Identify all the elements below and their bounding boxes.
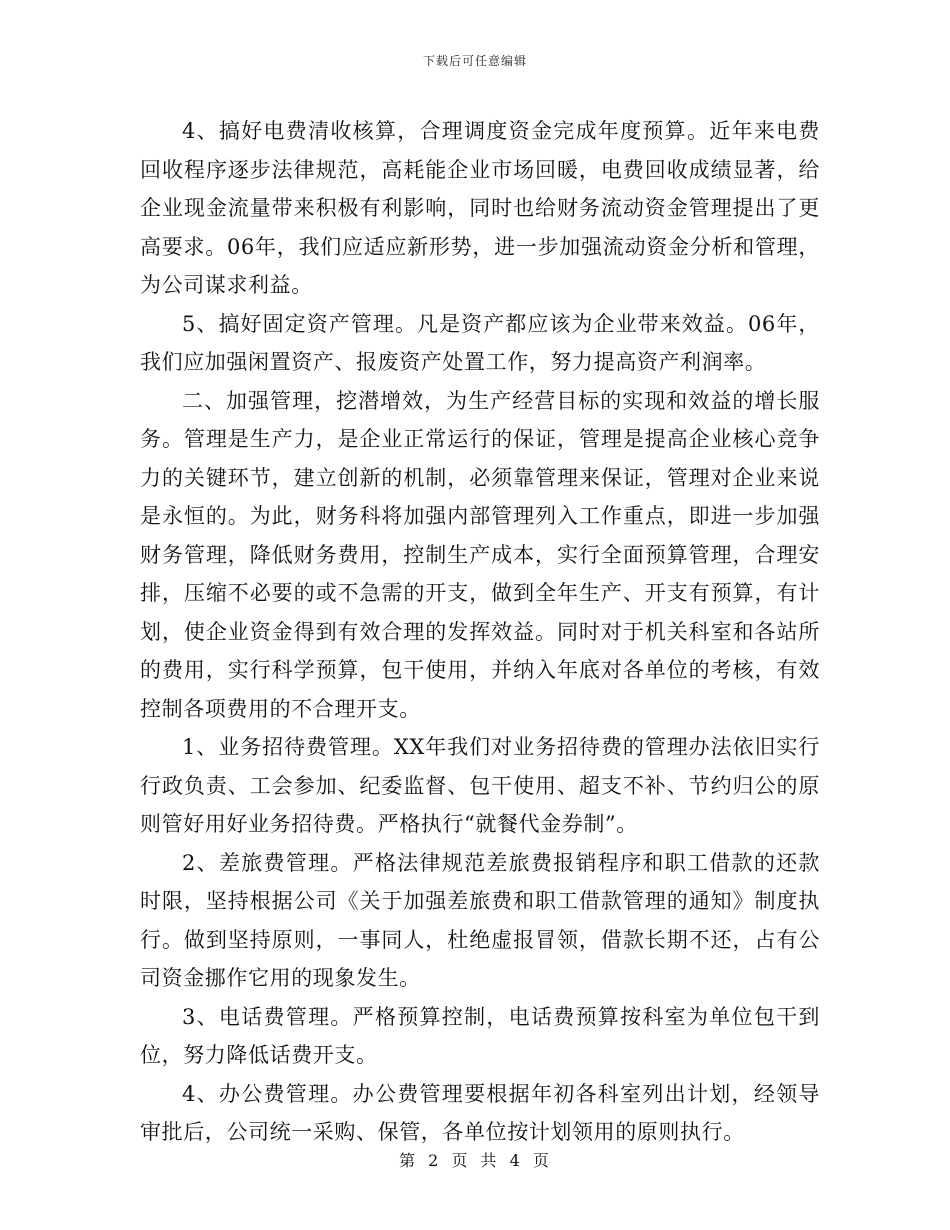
paragraph-hospitality-fee: 1、业务招待费管理。XX年我们对业务招待费的管理办法依旧实行行政负责、工会参加、纪委监督、包干使用、超支不补、节约归公的原则管好用好业务招待费。严格执行“就餐代金券制”。 <box>140 735 820 836</box>
paragraph-fixed-assets: 5、搞好固定资产管理。凡是资产都应该为企业带来效益。06年，我们应加强闲置资产、报废资产处置工作，努力提高资产利润率。 <box>140 311 820 374</box>
paragraph-travel-fee: 2、差旅费管理。严格法律规范差旅费报销程序和职工借款的还款时限，坚持根据公司《关于加强差旅费和职工借款管理的通知》制度执行。做到坚持原则，一事同人，杜绝虚报冒领，借款长期不还，占有公司资金挪作它用的现象发生。 <box>140 850 820 990</box>
page-number: 第 2 页 共 4 页 <box>399 1151 551 1170</box>
page-header: 下载后可任意编辑 <box>422 54 527 68</box>
paragraph-phone-fee: 3、电话费管理。严格预算控制，电话费预算按科室为单位包干到位，努力降低话费开支。 <box>140 1004 820 1067</box>
paragraph-management-section: 二、加强管理，挖潜增效，为生产经营目标的实现和效益的增长服务。管理是生产力，是企业正常运行的保证，管理是提高企业核心竞争力的关键环节，建立创新的机制，必须靠管理来保证，管理对企业来说是永恒的。为此，财务科将加强内部管理列入工作重点，即进一步加强财务管理，降低财务费用，控制生产成本，实行全面预算管理，合理安排，压缩不必要的或不急需的开支，做到全年生产、开支有预算，有计划，使企业资金得到有效合理的发挥效益。同时对于机关科室和各站所的费用，实行科学预算，包干使用，并纳入年底对各单位的考核，有效控制各项费用的不合理开支。 <box>140 388 820 721</box>
document-body <box>140 112 820 1152</box>
paragraph-electricity-fee: 4、搞好电费清收核算，合理调度资金完成年度预算。近年来电费回收程序逐步法律规范，高耗能企业市场回暖，电费回收成绩显著，给企业现金流量带来积极有利影响，同时也给财务流动资金管理提出了更高要求。06年，我们应适应新形势，进一步加强流动资金分析和管理，为公司谋求利益。 <box>140 119 820 297</box>
paragraph-office-fee: 4、办公费管理。办公费管理要根据年初各科室列出计划，经领导审批后，公司统一采购、保管，各单位按计划领用的原则执行。 <box>140 1081 820 1144</box>
